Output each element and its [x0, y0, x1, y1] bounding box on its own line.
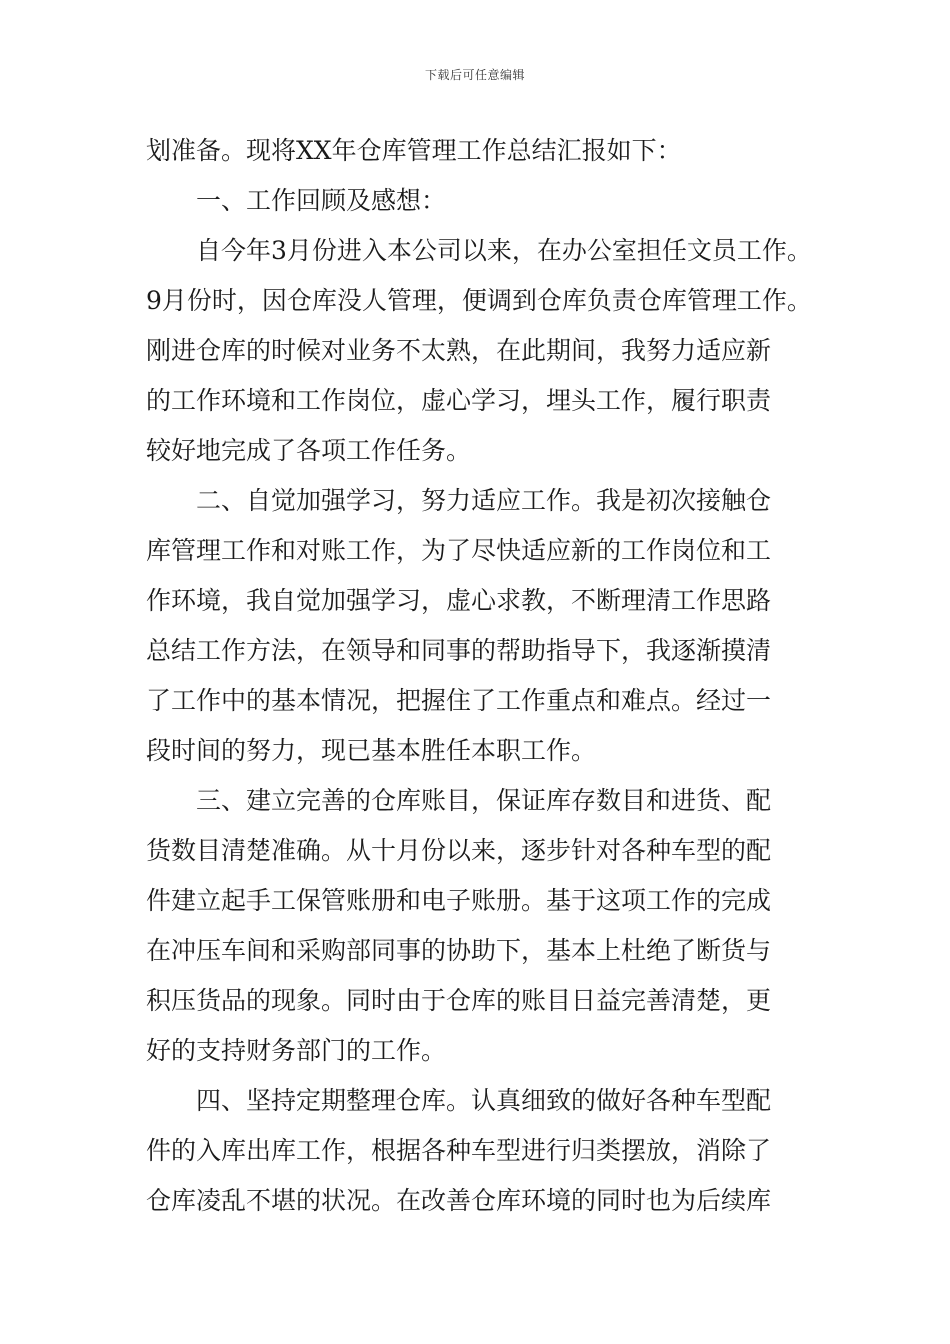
text-line: 件建立起手工保管账册和电子账册。基于这项工作的完成: [146, 886, 772, 915]
text-line: 自今年3月份进入本公司以来，在办公室担任文员工作。: [196, 236, 812, 265]
text-line: 刚进仓库的时候对业务不太熟，在此期间，我努力适应新: [146, 336, 772, 365]
text-line: 仓库凌乱不堪的状况。在改善仓库环境的同时也为后续库: [146, 1186, 772, 1215]
section-heading: 二、自觉加强学习，努力适应工作。我是初次接触仓: [196, 486, 772, 515]
document-body: [146, 126, 816, 1226]
text-line: 库管理工作和对账工作，为了尽快适应新的工作岗位和工: [146, 536, 772, 565]
text-line: 作环境，我自觉加强学习，虚心求教，不断理清工作思路: [146, 586, 772, 615]
text-line: 了工作中的基本情况，把握住了工作重点和难点。经过一: [146, 686, 772, 715]
text-line: 段时间的努力，现已基本胜任本职工作。: [146, 736, 597, 765]
text-line: 9月份时，因仓库没人管理，便调到仓库负责仓库管理工作。: [146, 286, 812, 315]
section-heading: 一、工作回顾及感想：: [196, 186, 447, 215]
text-line: 件的入库出库工作，根据各种车型进行归类摆放，消除了: [146, 1136, 772, 1165]
text-line: 的工作环境和工作岗位，虚心学习，埋头工作，履行职责: [146, 386, 772, 415]
section-heading: 四、坚持定期整理仓库。认真细致的做好各种车型配: [196, 1086, 772, 1115]
text-line: 货数目清楚准确。从十月份以来，逐步针对各种车型的配: [146, 836, 772, 865]
text-line: 好的支持财务部门的工作。: [146, 1036, 447, 1065]
text-line: 在冲压车间和采购部同事的协助下，基本上杜绝了断货与: [146, 936, 772, 965]
section-heading: 三、建立完善的仓库账目，保证库存数目和进货、配: [196, 786, 772, 815]
text-line: 划准备。现将XX年仓库管理工作总结汇报如下：: [146, 136, 682, 165]
text-line: 较好地完成了各项工作任务。: [146, 436, 472, 465]
text-line: 总结工作方法，在领导和同事的帮助指导下，我逐渐摸清: [146, 636, 772, 665]
text-line: 积压货品的现象。同时由于仓库的账目日益完善清楚，更: [146, 986, 772, 1015]
page-header-note: 下载后可任意编辑: [424, 68, 525, 82]
